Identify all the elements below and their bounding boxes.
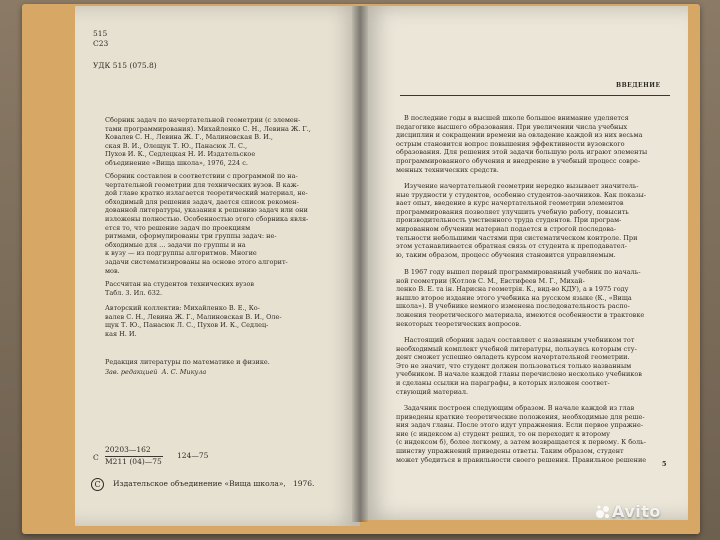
code-prefix: С: [93, 453, 99, 462]
code-denominator: М211 (04)—75: [105, 457, 162, 466]
body-line-22: вышло второе издание этого учебника на русском языке (К., «Вища: [396, 293, 632, 302]
body-line-16: этом устанавливается обратная связь от студента к преподавател-: [396, 242, 627, 251]
body-line-38: ние (с индексом а) студент решил, то он переходит к второму: [396, 429, 610, 438]
body-line-29: дент сможет успешно овладеть курсом начертательной геометрии.: [396, 353, 630, 362]
body-line-25: некоторых теоретических вопросов.: [396, 319, 522, 328]
body-line-24: ложения теоретического материала, имеются особенности в трактовке: [396, 311, 645, 319]
body-line-41: может убедиться в правильности своего решения. Правильное решение: [396, 455, 647, 464]
abstract-line-4: обходимый для решения задач, дается список рекомен-: [105, 197, 299, 206]
body-line-37: ния задач главы. После этого идут упражнения. Если первое упражне-: [396, 421, 644, 430]
avito-logo-icon: [595, 504, 611, 520]
section-header: ВВЕДЕНИЕ: [616, 82, 661, 89]
body-line-15: тельности небольшими частями при систематическом контроле. При: [396, 233, 638, 242]
abstract-line-9: обходимые для ... задачи по группы и на: [105, 240, 246, 249]
bib-line-5: Пухов И. К., Седлецкая Н. И. Издательское: [105, 150, 256, 159]
body-line-27: Настоящий сборник задач составляет с названным учебником тот: [404, 336, 635, 344]
body-line-2: педагогике высшего образования. При увеличении числа учебных: [396, 122, 628, 131]
class-code-1: 515: [93, 29, 108, 38]
body-line-31: учебником. В начале каждой главы перечислено несколько учебников: [396, 370, 642, 379]
page-number: 5: [662, 460, 667, 468]
body-line-39: (с индексом б), более легкому, а затем возвращается к первому. К боль-: [396, 438, 646, 447]
class-code-2: С23: [93, 39, 109, 48]
body-line-12: программирования позволяет улучшить учебную работу, повысить: [396, 207, 629, 216]
body-line-3: дисциплин и сокращении времени на овладение каждой из них весьма: [396, 131, 643, 140]
body-line-17: ю, таким образом, процесс обучения становится управляемым.: [396, 250, 616, 259]
body-line-5: образования. Для решения этой задачи большую роль играют элементы: [396, 148, 648, 157]
body-line-7: менных технических средств.: [396, 165, 499, 174]
body-line-4: острым становится вопрос повышения эффективности вузовского: [396, 139, 625, 148]
bib-line-3: Ковалев С. Н., Левина Ж. Г., Малиновская В. И.,: [105, 133, 273, 142]
abstract-line-11: задачи систематизированы на основе этого алгорит-: [105, 258, 288, 266]
bib-line-2: тами программирования). Михайленко С. Н., Левина Ж. Г.,: [105, 124, 311, 133]
body-line-33: ствующий материал.: [396, 387, 469, 396]
editor-note: Зав. редакцией А. С. Микула: [105, 368, 207, 376]
body-line-14: мированном обучении материал подается в строгой последова-: [396, 225, 617, 233]
abstract-line-7: ется то, что решение задач по проекциям: [105, 223, 251, 232]
body-line-30: Это не значит, что студент должен пользоваться только названным: [396, 361, 632, 370]
publisher-line: Издательское объединение «Вища школа», 1976.: [113, 479, 315, 488]
left-page: [75, 6, 360, 526]
abstract-line-2: чертательной геометрии для технических вузов. В каж-: [105, 180, 299, 189]
authors-line-4: кая Н. И.: [105, 329, 137, 338]
body-line-21: ленко В. Е. та ін. Нарисна геометрія. К., вид-во КДУ), а в 1975 году: [396, 285, 629, 294]
body-line-9: Изучение начертательной геометрии нередко вызывает значитель-: [404, 182, 639, 190]
abstract-line-12: мов.: [105, 266, 120, 275]
body-line-40: шинству упражнений приведены ответы. Таким образом, студент: [396, 447, 624, 455]
header-rule: [400, 95, 670, 96]
authors-line-3: щук Т. Ю., Панасюк Л. С., Пухов И. К., Седлец-: [105, 321, 269, 330]
body-line-23: школа»). В учебнике немного изменена последовательность распо-: [396, 302, 630, 311]
copyright-symbol: C: [91, 478, 104, 491]
code-numerator: 20203—162: [105, 445, 151, 454]
body-line-19: В 1967 году вышел первый программированный учебник по началь-: [404, 268, 641, 276]
body-line-13: производительность умственного труда студентов. При програм-: [396, 216, 622, 225]
body-line-1: В последние годы в высшей школе большое внимание уделяется: [404, 114, 629, 122]
avito-watermark: Avito: [612, 502, 661, 521]
body-line-36: приведены краткие теоретические положения, необходимые для реше-: [396, 412, 645, 421]
abstract-line-1: Сборник составлен в соответствии с программой по на-: [105, 172, 298, 180]
body-line-28: необходимый комплект учебной литературы, пользуясь которым сту-: [396, 344, 637, 353]
body-line-20: ной геометрии (Котлов С. М., Евстифеев М. Г., Михай-: [396, 276, 585, 285]
body-line-10: ные трудности у студентов, особенно студентов-заочников. Как показы-: [396, 190, 646, 199]
right-page: [360, 6, 688, 520]
body-line-32: и сделаны ссылки на параграфы, в которых изложен соответ-: [396, 379, 610, 387]
body-line-6: программированного обучения и внедрение в учебный процесс совре-: [396, 157, 641, 165]
abstract-line-6: изложены полностью. Особенностью этого сборника явля-: [105, 215, 309, 223]
book-gutter-shadow: [352, 6, 368, 522]
udc-code: УДК 515 (075.8): [93, 61, 157, 70]
abstract-line-8: ритмами, сформулированы три группы задач: не-: [105, 232, 277, 241]
tables-note: Табл. 3. Ил. 632.: [105, 288, 163, 297]
authors-line-1: Авторский коллектив: Михайленко В. Е., Ко-: [105, 304, 260, 312]
bib-line-4: ская В. И., Олещук Т. Ю., Панасюк Л. С.,: [105, 141, 248, 150]
authors-line-2: валев С. Н., Левина Ж. Г., Малиновская В. И., Оле-: [105, 312, 282, 321]
body-line-11: вает опыт, введение в курс начертательной геометрии элементов: [396, 199, 624, 208]
abstract-line-3: дой главе кратко излагается теоретический материал, не-: [105, 189, 308, 198]
bib-line-1: Сборник задач по начертательной геометрии (с элемен-: [105, 116, 301, 124]
abstract-line-10: к вузу — из подгруппы алгоритмов. Многие: [105, 249, 257, 258]
audience-note: Рассчитан на студентов технических вузов: [105, 280, 255, 288]
bib-line-6: объединение «Вища школа», 1976, 224 с.: [105, 159, 248, 167]
body-line-35: Задачник построен следующим образом. В начале каждой из глав: [404, 404, 635, 412]
editorial-note: Редакция литературы по математике и физике.: [105, 358, 270, 366]
code-suffix: 124—75: [177, 451, 209, 460]
abstract-line-5: дованной литературы, указания к решению задач или они: [105, 206, 308, 215]
